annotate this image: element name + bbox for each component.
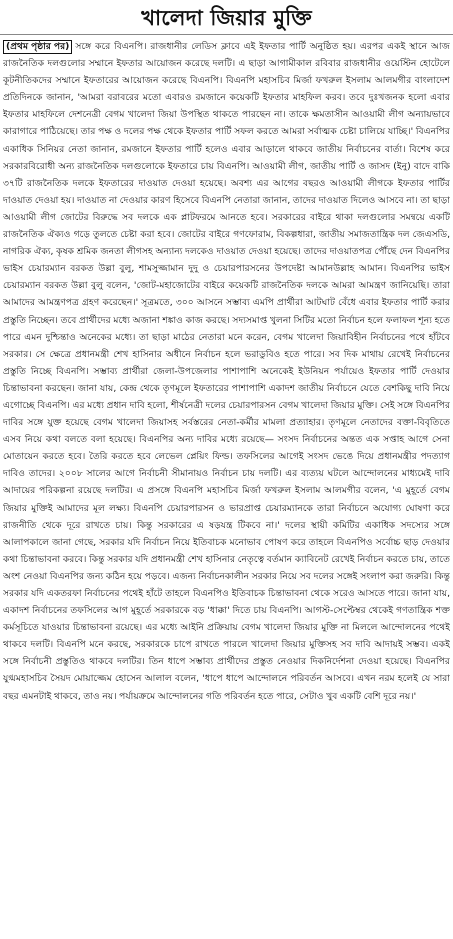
headline-divider bbox=[0, 34, 453, 35]
continued-from-front-page-label: (প্রথম পৃষ্ঠার পর) bbox=[3, 40, 72, 54]
article-text: সঙ্গে করে বিএনপি। রাজধানীর লেডিস ক্লাবে এই ইফতার পার্টি অনুষ্ঠিত হয়। এরপর একই স্থানে আজ রাজনৈতিক দলগুলোর সম্মানে ইফতার আয়োজন করেছে দলটি। এ ছাড়া আগামীকাল রবিবার রাজধানীর ওয়েস্টিন হোটেলে কূটনীতিকদের সম্মানে ইফতারের আয়োজন করেছে বিএনপি। বিএনপি মহাসচিব মির্জা ফখরুল ইসলাম আলমগীর বাংলাদেশ প্রতিদিনকে জানান, 'আমরা বরাবরের মতো এবারও রমজানে কয়েকটি ইফতার মাহফিল করব। তবে দুঃখজনক হলো এবার ইফতার মাহফিলে দেশনেত্রী বেগম খালেদা জিয়া উপস্থিত থাকতে পারছেন না। তাকে ক্ষমতাসীন আওয়ামী লীগ অন্যায়ভাবে কারাগারে পাঠিয়েছে। তার পক্ষ ও দলের পক্ষ থেকে ইফতার পার্টি সফল করতে আমরা সর্বাত্মক চেষ্টা চালিয়ে যাচ্ছি।' বিএনপির একাধিক সিনিয়র নেতা জানান, রমজানে ইফতার পার্টি হলেও এবার আড়ালে থাকবে জাতীয় নির্বাচনের বার্তা। বিশেষ করে সরকারবিরোধী অন্য রাজনৈতিক দলগুলোকে ইফতারে চায় বিএনপি। আওয়ামী লীগ, জাতীয় পার্টি ও জাসদ (ইনু) বাদে বাকি ৩৭টি রাজনৈতিক দলকে ইফতারের দাওয়াত দেওয়া হয়েছে। অবশ্য এর আগের বছরও আওয়ামী লীগকে ইফতার পার্টির দাওয়াত দেওয়া হয়। দাওয়াত না দেওয়ার কারণ হিসেবে বিএনপি নেতারা জানান, তাদের দাওয়াত দিলেও আসবে না। তা ছাড়া আওয়ামী লীগ জোটের বিরুদ্ধে সব দলকে এক প্লাটফরমে আনতে হবে। সরকারের বাইরে থাকা দলগুলোর সমন্বয়ে একটি রাজনৈতিক ঐক্যও গড়ে তুলতে চেষ্টা করা হবে। জোটের বাইরে গণফোরাম, বিকল্পধারা, জাতীয় সমাজতান্ত্রিক দল জেএসডি, নাগরিক ঐক্য, কৃষক শ্রমিক জনতা লীগসহ অন্যান্য দলকেও দাওয়াত দেওয়া হয়েছে। তাদের দাওয়াতপত্র পৌঁছে দেন বিএনপির ভাইস চেয়ারম্যান বরকত উল্লা বুলু, শামসুজ্জামান দুদু ও চেয়ারপারসনের উপদেষ্টা আমানউল্লাহ আমান। বিএনপির ভাইস চেয়ারম্যান বরকত উল্লা বুলু বলেন, 'জোট-মহাজোটের বাইরে কয়েকটি রাজনৈতিক দলকে আমরা আমন্ত্রণ জানিয়েছি। তারা আমাদের আমন্ত্রণপত্র গ্রহণ করেছেন।' সূত্রমতে, ৩০০ আসনে সম্ভাব্য এমপি প্রার্থীরা আটঘাট বেঁধে এবার ইফতার পার্টি করার প্রস্তুতি নিচ্ছেন। তবে প্রার্থীদের মধ্যে অজানা শঙ্কাও কাজ করছে। সদ্যসমাপ্ত খুলনা সিটির মতো নির্বাচন হলে ফলাফল শূন্য হতে পারে এমন দুশ্চিন্তাও অনেকের মধ্যে। তা ছাড়া মাঠের নেতারা মনে করেন, বেগম খালেদা জিয়াবিহীন নির্বাচনের পথে হাঁটবে সরকার। সে ক্ষেত্রে প্রধানমন্ত্রী শেখ হাসিনার অধীনে নির্বাচন হলে ভরাডুবিও হতে পারে। সব দিক মাথায় রেখেই নির্বাচনের প্রস্তুতি নিচ্ছে বিএনপি। সম্ভাব্য প্রার্থীরা জেলা-উপজেলার পাশাপাশি অনেকেই ইউনিয়ন পর্যায়েও ইফতার পার্টি দেওয়ার চিন্তাভাবনা করছেন। জানা যায়, কেন্দ্র থেকে তৃণমূলে ইফতারের পাশাপাশি একাদশ জাতীয় নির্বাচনে যেতে বেশকিছু দাবি নিয়ে এগোচ্ছে বিএনপি। এর মধ্যে প্রধান দাবি হলো, শীর্ষনেত্রী দলের চেয়ারপারসন বেগম খালেদা জিয়ার মুক্তি। সেই সঙ্গে বিএনপির দাবির সঙ্গে যুক্ত হয়েছে বেগম খালেদা জিয়াসহ সর্বস্তরের নেতা-কর্মীর মামলা প্রত্যাহার। তৃণমূলে নেতাদের বক্তা-বিবৃতিতে এসব নিয়ে কথা বলতে বলা হয়েছে। বিএনপির অন্য দাবির মধ্যে রয়েছে— সংসদ নির্বাচনের অন্তত এক সপ্তাহ আগে সেনা মোতায়েন করতে হবে। তৈরি করতে হবে লেভেল প্লেয়িং ফিল্ড। তফসিলের আগেই সংসদ ভেঙে দিয়ে প্রধানমন্ত্রীর পদত্যাগ দাবিও তাদের। ২০০৮ সালের আগে নির্বাচনী সীমানায়ও নির্বাচন চায় দলটি। এর ব্যত্যয় ঘটলে আন্দোলনের মাধ্যমেই দাবি আদায়ের পরিকল্পনা রয়েছে দলটির। এ প্রসঙ্গে বিএনপি মহাসচিব মির্জা ফখরুল ইসলাম আলমগীর বলেন, 'এ মুহূর্তে বেগম জিয়ার মুক্তিই আমাদের মূল লক্ষ্য। বিএনপি চেয়ারপারসন ও ভারপ্রাপ্ত চেয়ারম্যানকে তারা নির্বাচনে অযোগ্য ঘোষণা করে রাজনীতি থেকে দূরে রাখতে চায়। কিন্তু সরকারের এ ষড়যন্ত্র টিকবে না।' দলের স্থায়ী কমিটির একাধিক সদস্যের সঙ্গে আলাপকালে জানা গেছে, সরকার যদি নির্বাচন নিয়ে ইতিবাচক মনোভাব পোষণ করে তাহলে বিএনপিও সর্বোচ্চ ছাড় দেওয়ার কথা চিন্তাভাবনা করবে। কিন্তু সরকার যদি প্রধানমন্ত্রী শেখ হাসিনার নেতৃত্বে বর্তমান ক্যাবিনেট রেখেই নির্বাচন করতে চায়, তাতে অংশ নেওয়া বিএনপির জন্য কঠিন হয়ে পড়বে। এজন্য নির্বাচনকালীন সরকার নিয়ে সব দলের সঙ্গেই সংলাপ করা জরুরি। কিন্তু সরকার যদি একতরফা নির্বাচনের পথেই হাঁটে তাহলে বিএনপিও ইতিবাচক চিন্তাভাবনা থেকে সরেও আসতে পারে। জানা যায়, একাদশ নির্বাচনের তফসিলের আগ মুহূর্তে সরকারকে বড় 'ধাক্কা' দিতে চায় বিএনপি। আগস্ট-সেপ্টেম্বর থেকেই গণতান্ত্রিক শক্ত কর্মসূচিতে যাওয়ার চিন্তাভাবনা রয়েছে। এর মধ্যে আইনি প্রক্রিয়ায় বেগম খালেদা জিয়ার মুক্তি না মিললে আন্দোলনের পথেই থাকবে দলটি। বিএনপি মনে করছে, সরকারকে চাপে রাখতে পারলে খালেদা জিয়ার মুক্তিসহ সব দাবি আদায়ই সম্ভব। একই সঙ্গে নির্বাচনী প্রস্তুতিও থাকবে দলটির। তিন ধাপে সম্ভাব্য প্রার্থীদের প্রস্তুত নেওয়ার দিকনির্দেশনা দেওয়া হয়েছে। বিএনপির যুগ্মমহাসচিব সৈয়দ মোয়াজ্জেম হোসেন আলাল বলেন, 'ধাপে ধাপে আন্দোলনে পরিবর্তন আসবে। এখন নরম হলেই যে সারা বছর এমনটাই থাকবে, তাও নয়। পর্যায়ক্রমে আন্দোলনের গতি পরিবর্তন হতে পারে, সেটাও খুব একটি বেশি দূরে নয়।' bbox=[3, 41, 450, 702]
article-paragraph bbox=[3, 38, 450, 705]
article-headline: খালেদা জিয়ার মুক্তি bbox=[141, 6, 312, 30]
article-body bbox=[3, 38, 450, 936]
